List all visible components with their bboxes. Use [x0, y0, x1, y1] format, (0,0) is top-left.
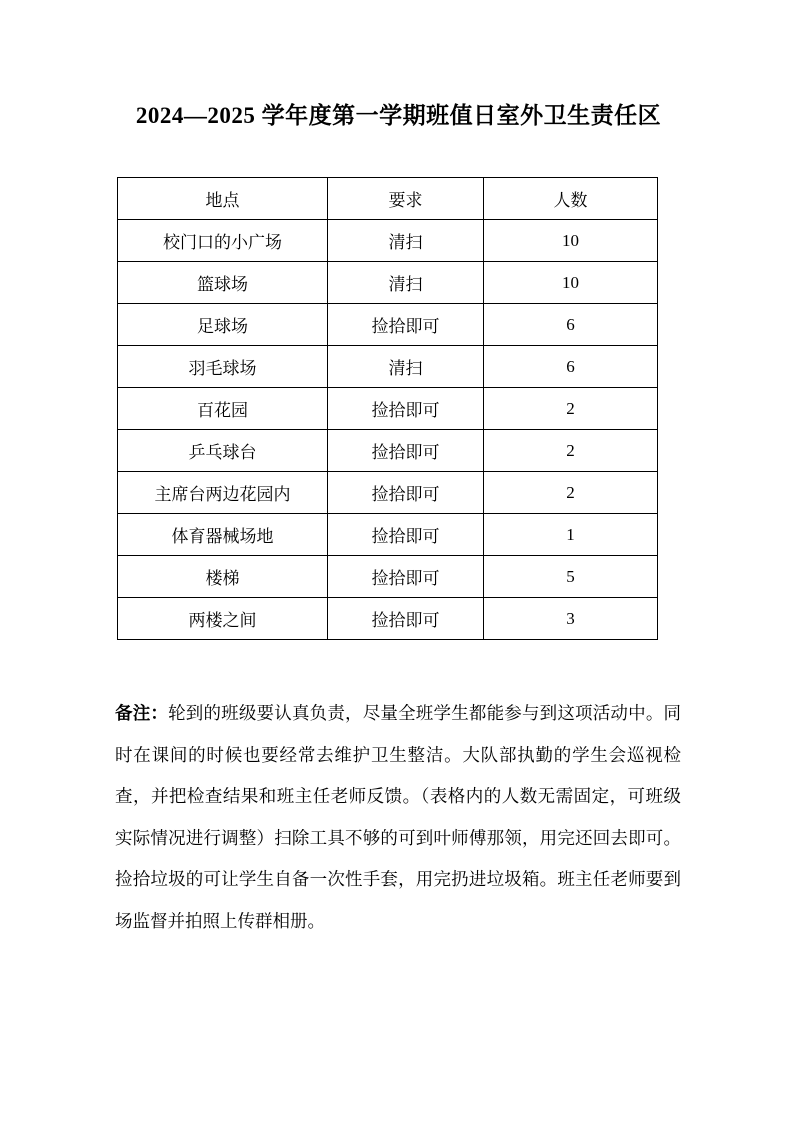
column-header: 人数 [484, 178, 658, 220]
table-cell: 捡拾即可 [328, 472, 484, 514]
table-cell: 体育器械场地 [118, 514, 328, 556]
duty-table-head [118, 178, 658, 220]
duty-table-body [118, 220, 658, 640]
table-row [118, 262, 658, 304]
table-row [118, 346, 658, 388]
table-cell: 捡拾即可 [328, 598, 484, 640]
table-cell: 足球场 [118, 304, 328, 346]
table-cell: 两楼之间 [118, 598, 328, 640]
table-cell: 2 [484, 430, 658, 472]
duty-table [117, 177, 658, 640]
table-row [118, 598, 658, 640]
table-row [118, 514, 658, 556]
table-cell: 清扫 [328, 346, 484, 388]
note-text: 轮到的班级要认真负责，尽量全班学生都能参与到这项活动中。同时在课间的时候也要经常去维护卫生整洁。大队部执勤的学生会巡视检查，并把检查结果和班主任老师反馈。（表格内的人数无需固定，可班级实际情况进行调整）扫除工具不够的可到叶师傅那领，用完还回去即可。捡拾垃圾的可让学生自备一次性手套，用完扔进垃圾箱。班主任老师要到场监督并拍照上传群相册。 [115, 703, 682, 931]
table-cell: 百花园 [118, 388, 328, 430]
table-row [118, 556, 658, 598]
table-cell: 1 [484, 514, 658, 556]
table-row [118, 472, 658, 514]
table-row [118, 220, 658, 262]
table-cell: 清扫 [328, 262, 484, 304]
table-cell: 捡拾即可 [328, 388, 484, 430]
document-title: 2024—2025 学年度第一学期班值日室外卫生责任区 [135, 103, 662, 128]
table-cell: 2 [484, 388, 658, 430]
table-cell: 捡拾即可 [328, 556, 484, 598]
table-header-row [118, 178, 658, 220]
table-cell: 捡拾即可 [328, 430, 484, 472]
table-cell: 2 [484, 472, 658, 514]
table-cell: 篮球场 [118, 262, 328, 304]
table-cell: 捡拾即可 [328, 514, 484, 556]
table-cell: 5 [484, 556, 658, 598]
table-cell: 6 [484, 346, 658, 388]
column-header: 要求 [328, 178, 484, 220]
table-cell: 6 [484, 304, 658, 346]
table-cell: 10 [484, 220, 658, 262]
table-row [118, 388, 658, 430]
table-cell: 3 [484, 598, 658, 640]
table-row [118, 304, 658, 346]
note-paragraph [115, 693, 681, 942]
table-cell: 乒乓球台 [118, 430, 328, 472]
table-row [118, 430, 658, 472]
table-cell: 楼梯 [118, 556, 328, 598]
note-label: 备注： [115, 703, 169, 723]
table-cell: 羽毛球场 [118, 346, 328, 388]
column-header: 地点 [118, 178, 328, 220]
table-cell: 清扫 [328, 220, 484, 262]
table-cell: 校门口的小广场 [118, 220, 328, 262]
table-cell: 捡拾即可 [328, 304, 484, 346]
table-cell: 主席台两边花园内 [118, 472, 328, 514]
table-cell: 10 [484, 262, 658, 304]
